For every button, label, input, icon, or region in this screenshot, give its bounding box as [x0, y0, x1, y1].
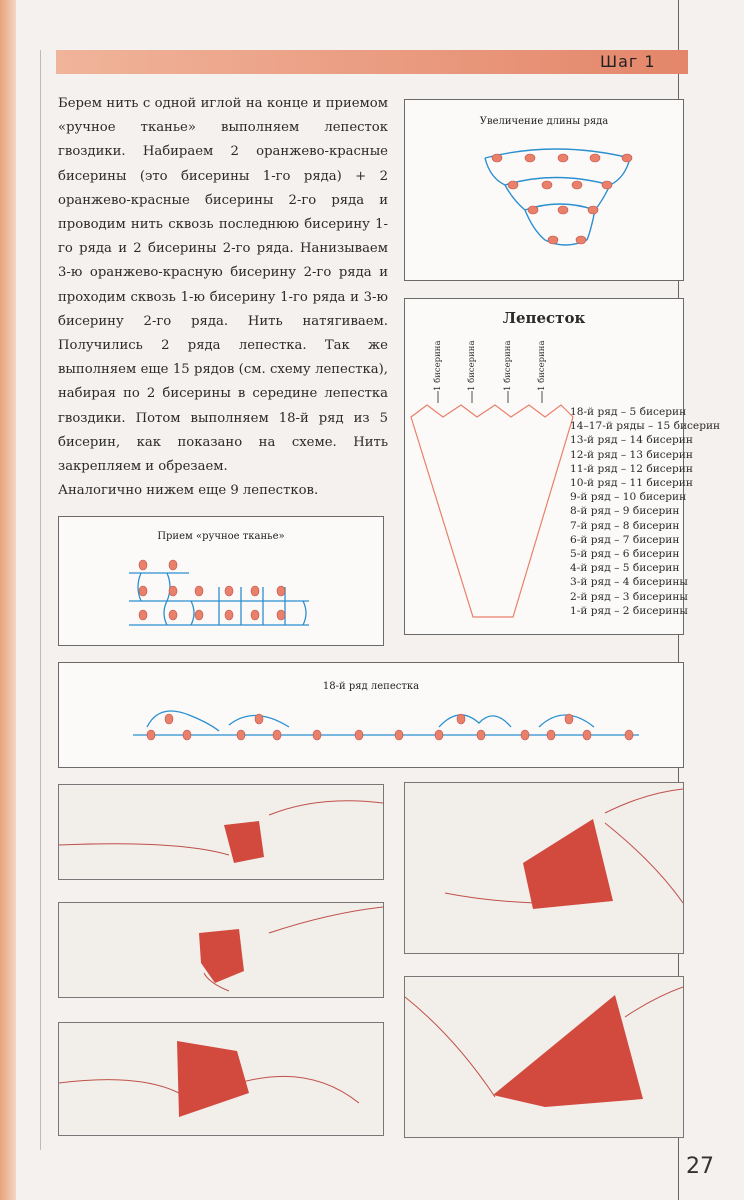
top-bead-label: 1 бисерина: [433, 340, 443, 391]
legend-row: 12-й ряд – 13 бисерин: [570, 448, 693, 461]
instructions-paragraph: Берем нить с одной иглой на конце и приемом «ручное тканье» выполняем лепесток гвоздики. Набираем 2 оранжево-красные бисерины (это бисерины 1-го ряда) + 2 оранжево-красные бисерины 2-го ряда и проводим нить сквозь последнюю бисерину 1-го ряда и 2 бисерины 2-го ряда. Нанизываем 3-ю оранжево-красную бисерину 2-го ряда и проходим сквозь 1-ю бисерину 1-го ряда и 3-ю бисерину 2-го ряда. Нить натягиваем. Получились 2 ряда лепестка. Так же выполняем еще 15 рядов (см. схему лепестка), набирая по 2 бисерины в середине лепестка гвоздики. Потом выполняем 18-й ряд из 5 бисерин, как показано на схеме. Нить закрепляем и обрезаем.: [58, 96, 388, 475]
hand-weaving-diagram: [58, 516, 384, 646]
instructions-text: [58, 92, 388, 503]
step-photo: [404, 976, 684, 1138]
beadwork-photo-5: [405, 977, 683, 1137]
legend-row: 5-й ряд – 6 бисерин: [570, 548, 680, 561]
legend-row: 7-й ряд – 8 бисерин: [570, 519, 680, 532]
step-photo: [404, 782, 684, 954]
beadwork-photo-4: [405, 783, 683, 953]
legend-row: 4-й ряд – 5 бисерин: [570, 562, 680, 575]
diagram-caption: Увеличение длины ряда: [479, 116, 609, 127]
legend-row: 8-й ряд – 9 бисерин: [570, 505, 680, 518]
beadwork-photo-3: [59, 1023, 383, 1135]
legend-row: 11-й ряд – 12 бисерин: [570, 462, 693, 475]
page-number: 27: [686, 1154, 714, 1179]
legend-row: 1-й ряд – 2 бисерины: [570, 604, 688, 617]
instructions-paragraph: Аналогично нижем еще 9 лепестков.: [58, 483, 319, 499]
step-photo: [58, 1022, 384, 1136]
step-banner: [56, 50, 688, 74]
divider: [40, 50, 41, 1150]
legend-row: 13-й ряд – 14 бисерин: [570, 434, 693, 447]
row18-diagram: [58, 662, 684, 768]
legend-row: 2-й ряд – 3 бисерины: [570, 590, 688, 603]
beadwork-photo-1: [59, 785, 383, 879]
top-bead-label: 1 бисерина: [537, 340, 547, 391]
top-bead-label: 1 бисерина: [503, 340, 513, 391]
step-photo: [58, 784, 384, 880]
diagram-caption: 18-й ряд лепестка: [322, 681, 420, 692]
page-edge-decoration: [0, 0, 16, 1200]
row-increase-graphic: [405, 100, 683, 280]
step-title: Шаг 1: [600, 52, 656, 71]
diagram-caption: Прием «ручное тканье»: [157, 531, 285, 542]
legend-row: 18-й ряд – 5 бисерин: [570, 406, 687, 418]
hand-weaving-graphic: [59, 517, 383, 645]
step-photo: [58, 902, 384, 998]
beadwork-photo-2: [59, 903, 383, 997]
legend-row: 6-й ряд – 7 бисерин: [570, 533, 680, 546]
petal-title: Лепесток: [502, 309, 586, 327]
legend-row: 14–17-й ряды – 15 бисерин: [570, 420, 721, 433]
legend-row: 9-й ряд – 10 бисерин: [570, 491, 687, 504]
legend-row: 3-й ряд – 4 бисерины: [570, 576, 688, 589]
row-increase-diagram: [404, 99, 684, 281]
petal-row-legend: [570, 405, 720, 618]
row18-graphic: [59, 663, 683, 767]
top-bead-label: 1 бисерина: [467, 340, 477, 391]
legend-row: 10-й ряд – 11 бисерин: [570, 477, 693, 490]
